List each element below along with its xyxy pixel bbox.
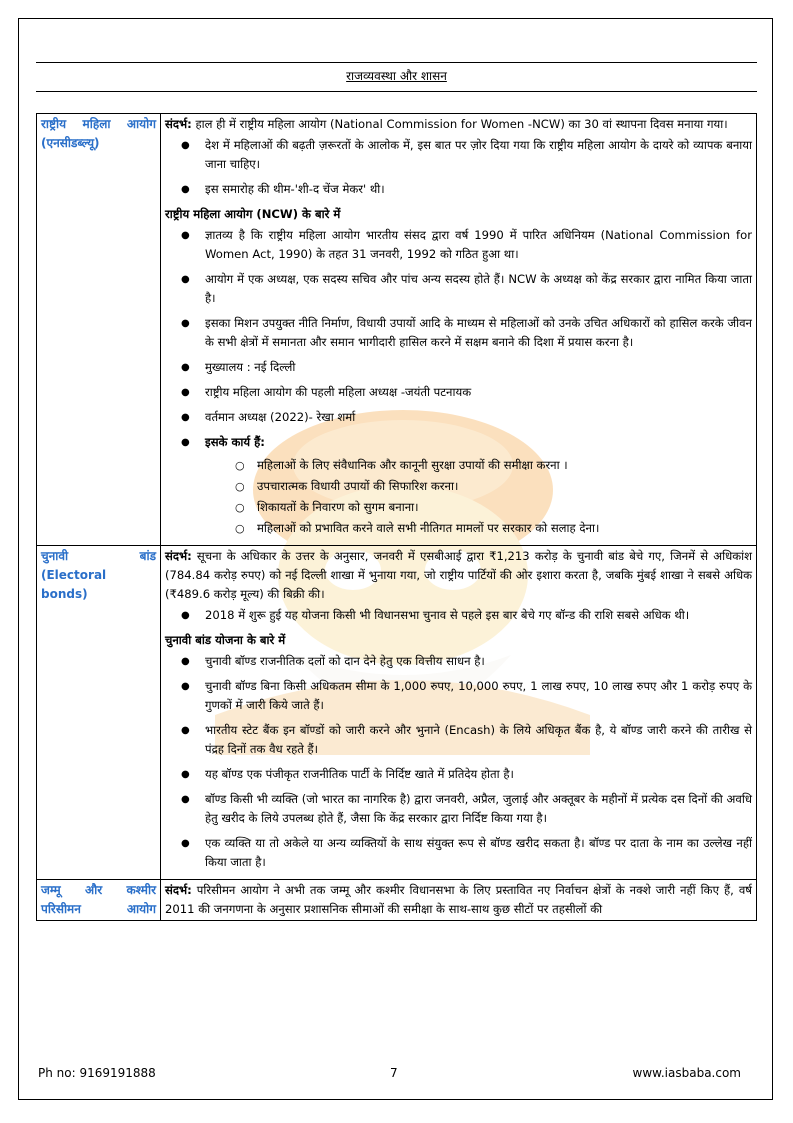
footer-page-number: 7: [390, 1066, 398, 1080]
topic-row-electoral-bonds: [37, 546, 757, 880]
context-text: परिसीमन आयोग ने अभी तक जम्मू और कश्मीर विधानसभा के लिए प्रस्तावित नए निर्वाचन क्षेत्रों के नक्शे जारी नहीं किए हैं, वर्ष 2011 की जनगणना के अनुसार प्रशासनिक सीमाओं की समीक्षा के साथ-साथ कुछ सीटों पर तहसीलों की: [165, 883, 752, 916]
topic-title-electoral-bonds: [37, 546, 161, 880]
bullet-item: ● यह बॉण्ड एक पंजीकृत राजनीतिक पार्टी के निर्दिष्ट खाते में प्रतिदेय होता है।: [205, 765, 752, 784]
bullet-item: ● वर्तमान अध्यक्ष (2022)- रेखा शर्मा: [205, 408, 752, 427]
bullet-item: ● इसका मिशन उपयुक्त नीति निर्माण, विधायी उपायों आदि के माध्यम से महिलाओं को उनके उचित अधिकारों को हासिल करके जीवन के सभी क्षेत्रों में समानता और समान भागीदारी हासिल करने में सक्षम बनाने की दिशा में प्रयास करना है।: [205, 314, 752, 352]
topics-table: [36, 113, 757, 921]
bullet-item: ● भारतीय स्टेट बैंक इन बॉण्डों को जारी करने और भुनाने (Encash) के लिये अधिकृत बैंक है, ये बॉण्ड जारी करने की तारीख से पंद्रह दिनों तक वैध रहते हैं।: [205, 721, 752, 759]
functions-heading: इसके कार्य हैं:: [205, 435, 265, 449]
bullet-item: ● राष्ट्रीय महिला आयोग की पहली महिला अध्यक्ष -जयंती पटनायक: [205, 383, 752, 402]
bullet-item: ● चुनावी बॉण्ड बिना किसी अधिकतम सीमा के 1,000 रुपए, 10,000 रुपए, 1 लाख रुपए, 10 लाख रुपए और 1 करोड़ रुपए के गुणकों में जारी किये जाते हैं।: [205, 677, 752, 715]
context-paragraph: [165, 881, 752, 919]
bullet-item: ● 2018 में शुरू हुई यह योजना किसी भी विधानसभा चुनाव से पहले इस बार बेचे गए बॉन्ड की राशि सबसे अधिक थी।: [205, 606, 752, 625]
context-label: संदर्भ:: [165, 883, 192, 897]
context-bullets: [165, 136, 752, 199]
bullet-item: ● ज्ञातव्य है कि राष्ट्रीय महिला आयोग भारतीय संसद द्वारा वर्ष 1990 में पारित अधिनियम (National Commission for Women Act, 1990) के तहत 31 जनवरी, 1992 को गठित हुआ था।: [205, 226, 752, 264]
about-bullets: [165, 652, 752, 872]
functions-list: [205, 456, 752, 538]
bullet-item: ● देश में महिलाओं की बढ़ती ज़रूरतों के आलोक में, इस बात पर ज़ोर दिया गया कि राष्ट्रीय महिला आयोग के दायरे को व्यापक बनाया जाना चाहिए।: [205, 136, 752, 174]
function-item: ○ शिकायतों के निवारण को सुगम बनाना।: [257, 498, 752, 517]
context-label: संदर्भ:: [165, 549, 192, 563]
header-rule-top: [36, 62, 757, 63]
about-bullets: [165, 226, 752, 538]
footer-phone: Ph no: 9169191888: [38, 1066, 156, 1080]
context-label: संदर्भ:: [165, 117, 192, 131]
bullet-item: ● आयोग में एक अध्यक्ष, एक सदस्य सचिव और पांच अन्य सदस्य होते हैं। NCW के अध्यक्ष को केंद्र सरकार द्वारा नामित किया जाता है।: [205, 270, 752, 308]
function-item: ○ उपचारात्मक विधायी उपायों की सिफारिश करना।: [257, 477, 752, 496]
topic-row-ncw: [37, 114, 757, 546]
header-rule-bottom: [36, 91, 757, 92]
context-text: सूचना के अधिकार के उत्तर के अनुसार, जनवरी में एसबीआई द्वारा ₹1,213 करोड़ के चुनावी बांड बेचे गए, जिनमें से अधिकांश (784.84 करोड़ रुपए) को नई दिल्ली शाखा में भुनाया गया, जो राष्ट्रीय पार्टियों की ओर इशारा करता है, जबकि मुंबई शाखा ने सबसे अधिक (₹489.6 करोड़ मूल्य) की बिक्री की।: [165, 549, 752, 601]
topic-content-jk-delimitation: [161, 880, 757, 921]
topic-row-jk-delimitation: [37, 880, 757, 921]
functions-bullet: [205, 433, 752, 538]
context-paragraph: [165, 115, 752, 134]
topic-title-hindi: चुनावी बांड: [41, 549, 156, 563]
topic-title-jk-delimitation: जम्मू और कश्मीर परिसीमन आयोग: [37, 880, 161, 921]
function-item: ○ महिलाओं के लिए संवैधानिक और कानूनी सुरक्षा उपायों की समीक्षा करना ।: [257, 456, 752, 475]
bullet-item: ● बॉण्ड किसी भी व्यक्ति (जो भारत का नागरिक है) द्वारा जनवरी, अप्रैल, जुलाई और अक्तूबर के महीनों में प्रत्येक दस दिनों की अवधि हेतु खरीद के लिये उपलब्ध होते हैं, जैसा कि केंद्र सरकार द्वारा निर्दिष्ट किया गया है।: [205, 790, 752, 828]
topic-content-ncw: [161, 114, 757, 546]
context-paragraph: [165, 547, 752, 604]
function-item: ○ महिलाओं को प्रभावित करने वाले सभी नीतिगत मामलों पर सरकार को सलाह देना।: [257, 519, 752, 538]
topic-title-english: (Electoral bonds): [41, 568, 107, 601]
about-heading: राष्ट्रीय महिला आयोग (NCW) के बारे में: [165, 207, 341, 221]
context-bullets: [165, 606, 752, 625]
about-heading: चुनावी बांड योजना के बारे में: [165, 633, 286, 647]
topic-content-electoral-bonds: [161, 546, 757, 880]
context-text: हाल ही में राष्ट्रीय महिला आयोग (National Commission for Women -NCW) का 30 वां स्थापना दिवस मनाया गया।: [191, 117, 728, 131]
bullet-item: ● चुनावी बॉण्ड राजनीतिक दलों को दान देने हेतु एक वित्तीय साधन है।: [205, 652, 752, 671]
bullet-item: ● इस समारोह की थीम-'शी-द चेंज मेकर' थी।: [205, 180, 752, 199]
bullet-item: ● एक व्यक्ति या तो अकेले या अन्य व्यक्तियों के साथ संयुक्त रूप से बॉण्ड खरीद सकता है। बॉण्ड पर दाता के नाम का उल्लेख नहीं किया जाता है।: [205, 834, 752, 872]
footer-website[interactable]: www.iasbaba.com: [632, 1066, 741, 1080]
bullet-item: ● मुख्यालय : नई दिल्ली: [205, 358, 752, 377]
page-header-title: राजव्यवस्था और शासन: [346, 69, 447, 83]
topic-title-ncw: राष्ट्रीय महिला आयोग (एनसीडब्ल्यू): [37, 114, 161, 546]
